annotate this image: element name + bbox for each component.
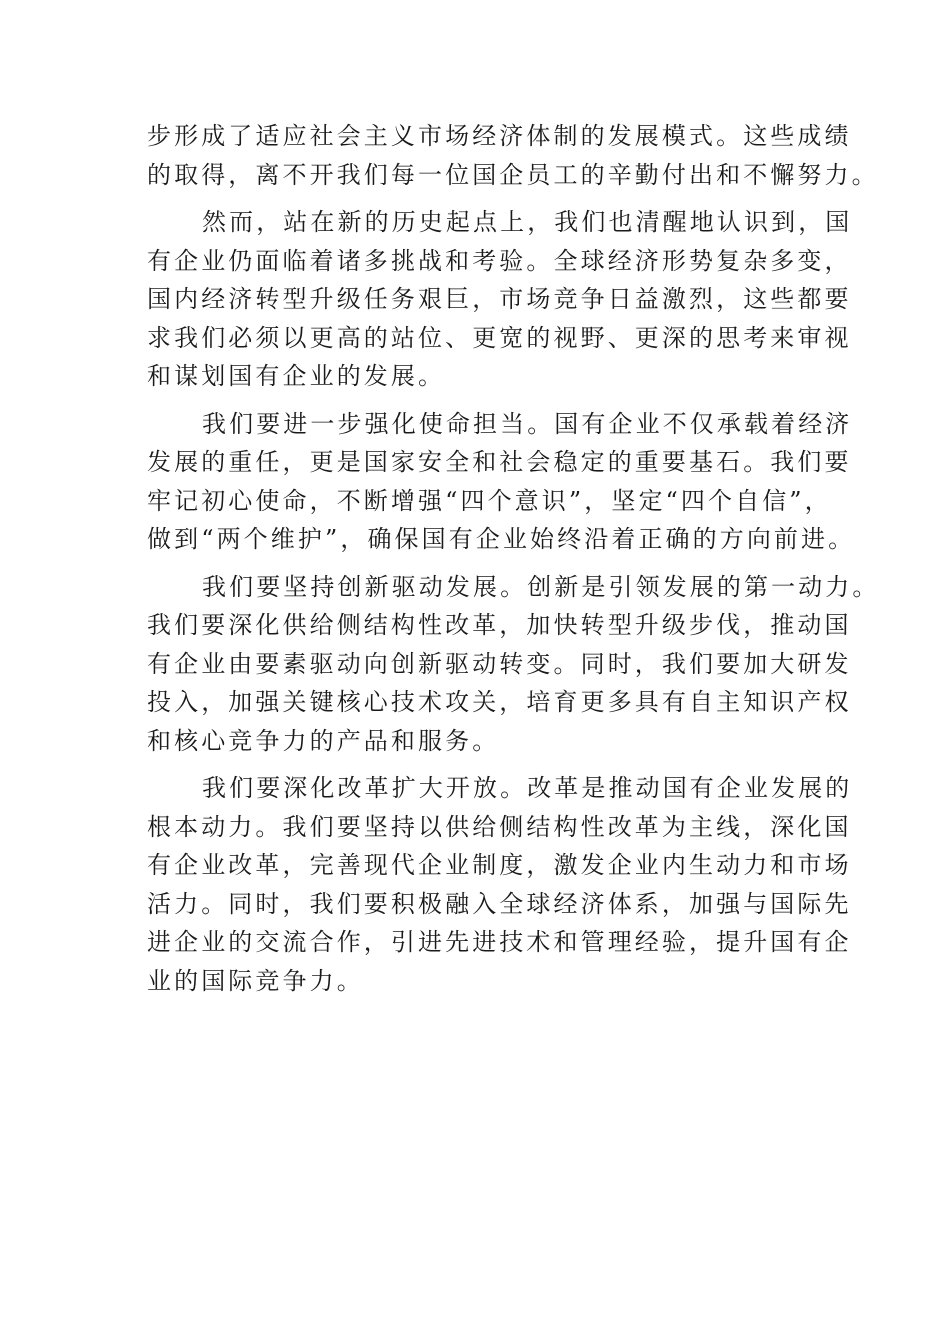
text-line: 有企业仍面临着诸多挑战和考验。全球经济形势复杂多变， (147, 246, 852, 275)
text-line: 业的国际竞争力。 (147, 966, 364, 995)
text-line: 活力。同时，我们要积极融入全球经济体系，加强与国际先 (147, 889, 852, 918)
text-line: 和核心竞争力的产品和服务。 (147, 726, 500, 755)
text-line: 步形成了适应社会主义市场经济体制的发展模式。这些成绩 (147, 122, 852, 150)
paragraph-continuation (147, 117, 879, 194)
text-line: 根本动力。我们要坚持以供给侧结构性改革为主线，深化国 (147, 812, 852, 841)
text-line: 国内经济转型升级任务艰巨，市场竞争日益激烈，这些都要 (147, 285, 852, 313)
text-line: 求我们必须以更高的站位、更宽的视野、更深的思考来审视 (147, 323, 852, 352)
paragraph-mission (147, 405, 856, 559)
text-line: 和谋划国有企业的发展。 (147, 362, 446, 390)
text-line: 进企业的交流合作，引进先进技术和管理经验，提升国有企 (147, 928, 852, 956)
text-line: 牢记初心使命，不断增强“四个意识”，坚定“四个自信”， (147, 486, 832, 515)
text-line: 发展的重任，更是国家安全和社会稳定的重要基石。我们要 (147, 448, 852, 476)
text-line: 投入，加强关键核心技术攻关，培育更多具有自主知识产权 (147, 688, 852, 716)
text-line: 的取得，离不开我们每一位国企员工的辛勤付出和不懈努力。 (147, 160, 879, 189)
paragraph-innovation (147, 568, 880, 761)
text-line: 我们要坚持创新驱动发展。创新是引领发展的第一动力。 (202, 572, 880, 601)
text-line: 做到“两个维护”，确保国有企业始终沿着正确的方向前进。 (147, 525, 856, 553)
paragraph-challenges (147, 203, 853, 396)
text-line: 我们要进一步强化使命担当。国有企业不仅承载着经济 (202, 409, 853, 438)
text-line: 我们要深化供给侧结构性改革，加快转型升级步伐，推动国 (147, 611, 852, 639)
text-line: 有企业由要素驱动向创新驱动转变。同时，我们要加大研发 (147, 649, 852, 678)
document-body (147, 117, 880, 1000)
text-line: 我们要深化改革扩大开放。改革是推动国有企业发展的 (202, 774, 853, 802)
text-line: 然而，站在新的历史起点上，我们也清醒地认识到，国 (202, 208, 853, 236)
paragraph-reform (147, 769, 853, 1000)
text-line: 有企业改革，完善现代企业制度，激发企业内生动力和市场 (147, 851, 852, 879)
